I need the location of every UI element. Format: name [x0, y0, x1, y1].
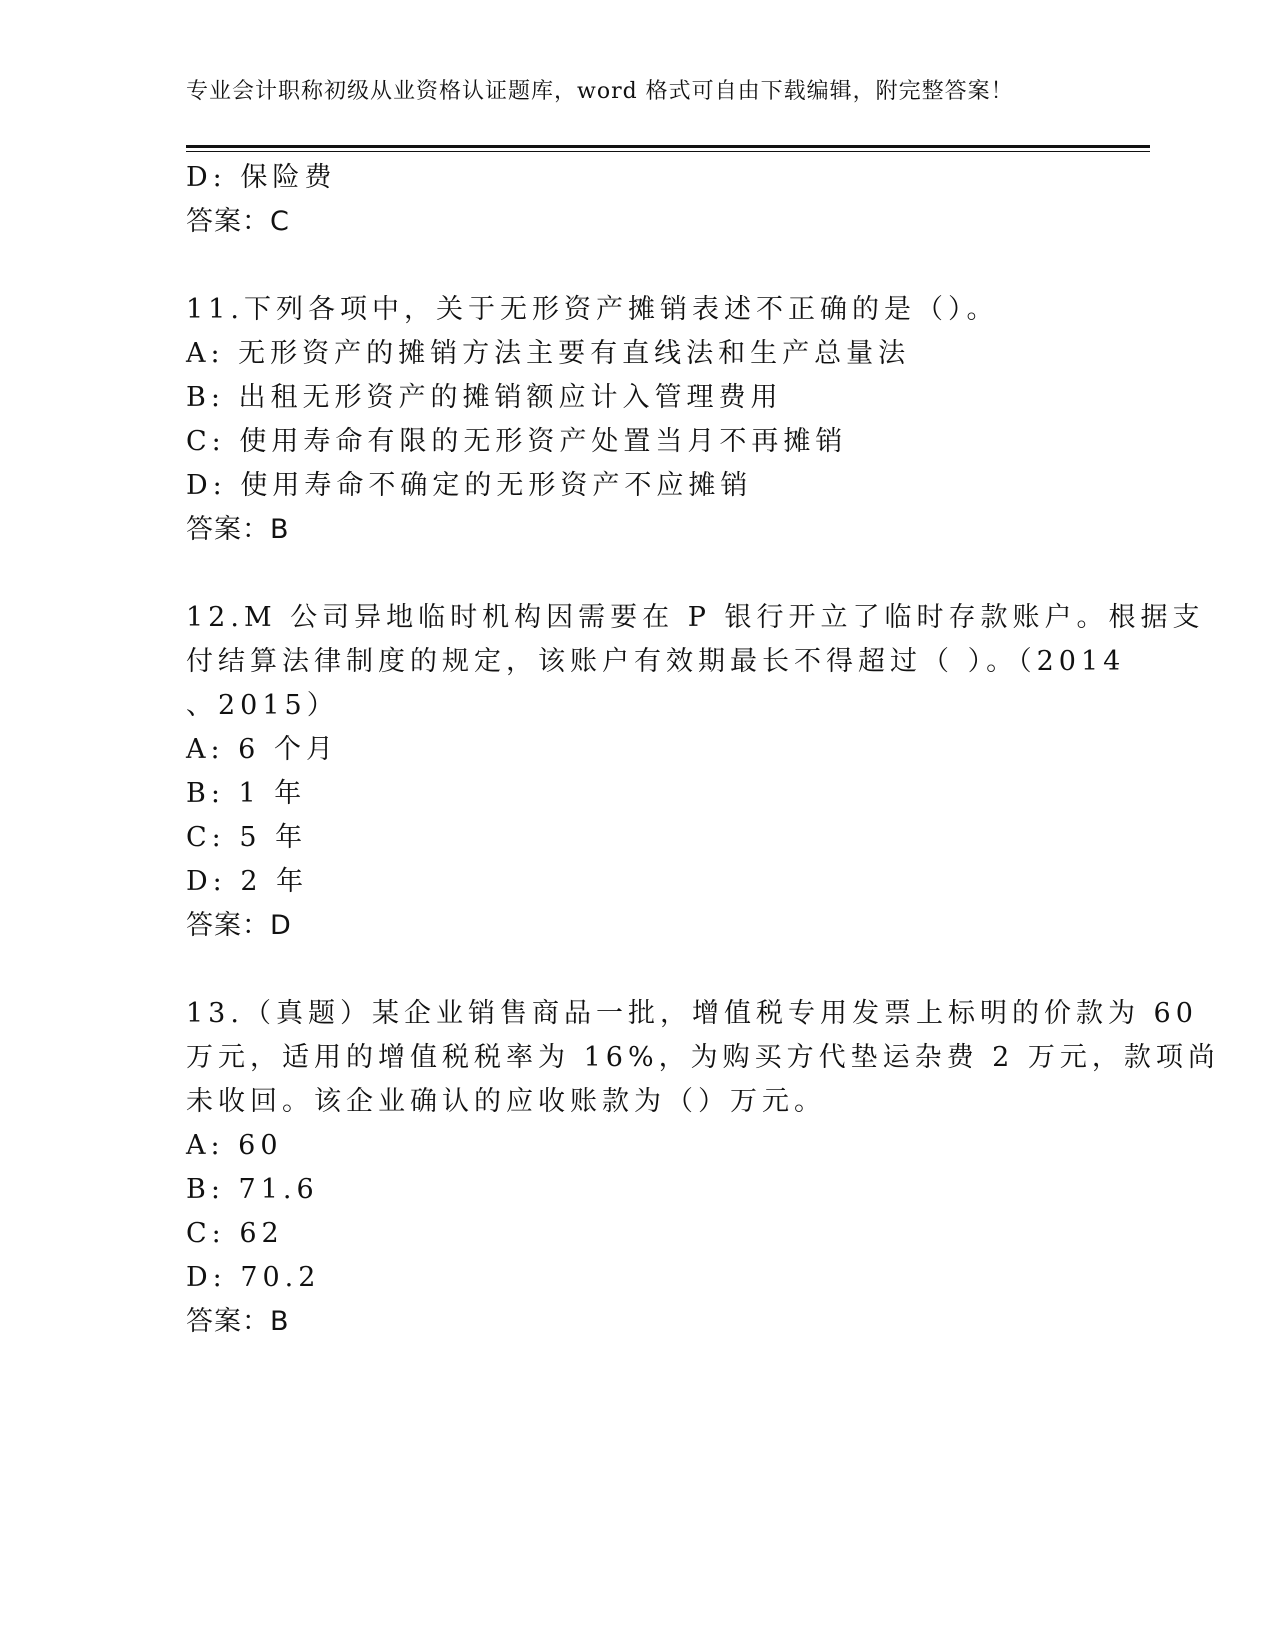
- q13-option-c: C: 62: [186, 1218, 284, 1249]
- q12-option-c: C: 5 年: [186, 822, 308, 853]
- q12-stem-line-1: 12.M 公司异地临时机构因需要在 P 银行开立了临时存款账户。根据支: [186, 602, 1205, 633]
- header-note: 专业会计职称初级从业资格认证题库，word 格式可自由下载编辑，附完整答案！: [186, 79, 1014, 104]
- q12-option-d: D: 2 年: [186, 866, 309, 897]
- q12-option-b: B: 1 年: [186, 778, 307, 809]
- header-rule-thick: [186, 145, 1150, 148]
- q11-stem: 11.下列各项中，关于无形资产摊销表述不正确的是（）。: [186, 294, 999, 325]
- q12-answer: 答案：D: [186, 910, 292, 941]
- q12-option-a: A: 6 个月: [186, 734, 338, 765]
- q11-answer: 答案：B: [186, 514, 290, 545]
- q11-option-c: C: 使用寿命有限的无形资产处置当月不再摊销: [186, 426, 848, 457]
- q12-stem-line-3: 、2015）: [186, 690, 339, 721]
- q13-option-b: B: 71.6: [186, 1174, 319, 1205]
- q13-stem-line-1: 13.（真题）某企业销售商品一批，增值税专用发票上标明的价款为 60: [186, 998, 1198, 1029]
- header-rule-thin: [186, 151, 1150, 152]
- q13-answer: 答案：B: [186, 1306, 290, 1337]
- q13-stem-line-2: 万元，适用的增值税税率为 16%，为购买方代垫运杂费 2 万元，款项尚: [186, 1042, 1220, 1073]
- q11-option-b: B: 出租无形资产的摊销额应计入管理费用: [186, 382, 783, 413]
- q13-option-d: D: 70.2: [186, 1262, 321, 1293]
- q11-option-a: A: 无形资产的摊销方法主要有直线法和生产总量法: [186, 338, 911, 369]
- prev-option-d: D: 保险费: [186, 162, 337, 193]
- prev-answer: 答案：C: [186, 206, 290, 237]
- q13-stem-line-3: 未收回。该企业确认的应收账款为（）万元。: [186, 1086, 826, 1117]
- q13-option-a: A: 60: [186, 1130, 283, 1161]
- q11-option-d: D: 使用寿命不确定的无形资产不应摊销: [186, 470, 753, 501]
- q12-stem-line-2: 付结算法律制度的规定，该账户有效期最长不得超过（ ）。（2014: [186, 646, 1126, 677]
